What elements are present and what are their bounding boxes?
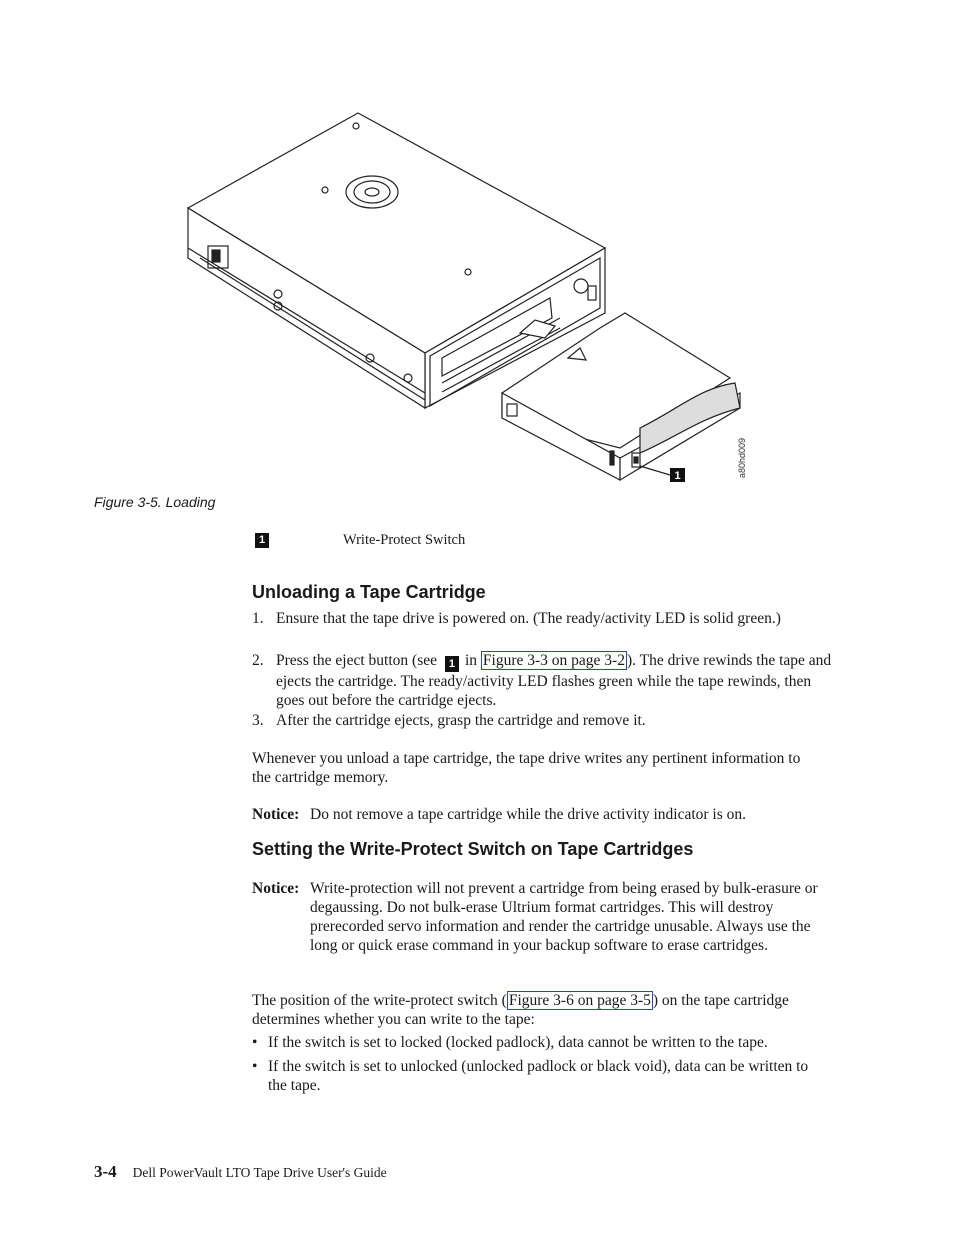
write-protect-paragraph (252, 991, 812, 1029)
figure-3-6-link[interactable]: Figure 3-6 on page 3-5 (508, 992, 651, 1009)
legend-badge: 1 (255, 533, 269, 548)
figure-id-label: a80hd009 (737, 437, 747, 478)
list-item (252, 651, 842, 710)
unload-paragraph: Whenever you unload a tape cartridge, the tape drive writes any pertinent information to the cartridge memory. (252, 750, 801, 786)
notice-label: Notice: (252, 806, 300, 823)
figure-caption: Figure 3-5. Loading (94, 494, 216, 510)
figure-callout-number: 1 (674, 470, 681, 482)
page-footer (94, 1162, 387, 1182)
list-item (252, 1057, 822, 1095)
para-suffix: ) on the tape cartridge determines whether you can write to the tape: (252, 992, 789, 1028)
step-text: After the cartridge ejects, grasp the cartridge and remove it. (276, 712, 646, 729)
step-number: 1. (252, 610, 264, 627)
step2-suffix: ). The drive rewinds the tape and ejects the cartridge. The ready/activity LED flashes green while the tape rewinds, then goes out before the cartridge ejects. (276, 652, 832, 709)
notice-text: Do not remove a tape cartridge while the drive activity indicator is on. (310, 806, 747, 823)
legend-text: Write-Protect Switch (343, 532, 466, 548)
notice-text: Write-protection will not prevent a cartridge from being erased by bulk-erasure or degaussing. Do not bulk-erase Ultrium format cartridges. This will destroy prerecorded servo information and render the cartridge unusable. Always use the long or quick erase command in your backup software to erase cartridges. (310, 880, 818, 954)
figure-3-3-link[interactable]: Figure 3-3 on page 3-2 (482, 652, 625, 669)
document-title: Dell PowerVault LTO Tape Drive User's Guide (132, 1165, 387, 1180)
section-heading-unloading: Unloading a Tape Cartridge (252, 582, 486, 602)
tape-drive-illustration (180, 108, 760, 488)
bullet-marker: • (252, 1058, 258, 1075)
unload-notice (252, 805, 842, 824)
bullet-text: If the switch is set to unlocked (unlocked padlock or black void), data can be written to the tape. (268, 1058, 809, 1094)
list-item (252, 609, 842, 628)
step2-in: in (464, 652, 478, 669)
write-protect-notice (252, 879, 832, 955)
bullet-text: If the switch is set to locked (locked padlock), data cannot be written to the tape. (268, 1034, 768, 1051)
step2-prefix: Press the eject button (see (276, 652, 437, 669)
notice-label: Notice: (252, 880, 300, 897)
inline-callout-badge: 1 (445, 656, 459, 672)
bullet-marker: • (252, 1034, 258, 1051)
para-prefix: The position of the write-protect switch ( (252, 992, 507, 1009)
list-item (252, 711, 842, 730)
list-item (252, 1033, 848, 1052)
step-text (276, 651, 842, 710)
page-number: 3-4 (94, 1162, 117, 1181)
step-text: Ensure that the tape drive is powered on. (The ready/activity LED is solid green.) (276, 610, 781, 627)
step-number: 2. (252, 652, 264, 669)
loading-figure (180, 108, 760, 488)
step-number: 3. (252, 712, 264, 729)
section-heading-write-protect: Setting the Write-Protect Switch on Tape Cartridges (252, 839, 694, 859)
